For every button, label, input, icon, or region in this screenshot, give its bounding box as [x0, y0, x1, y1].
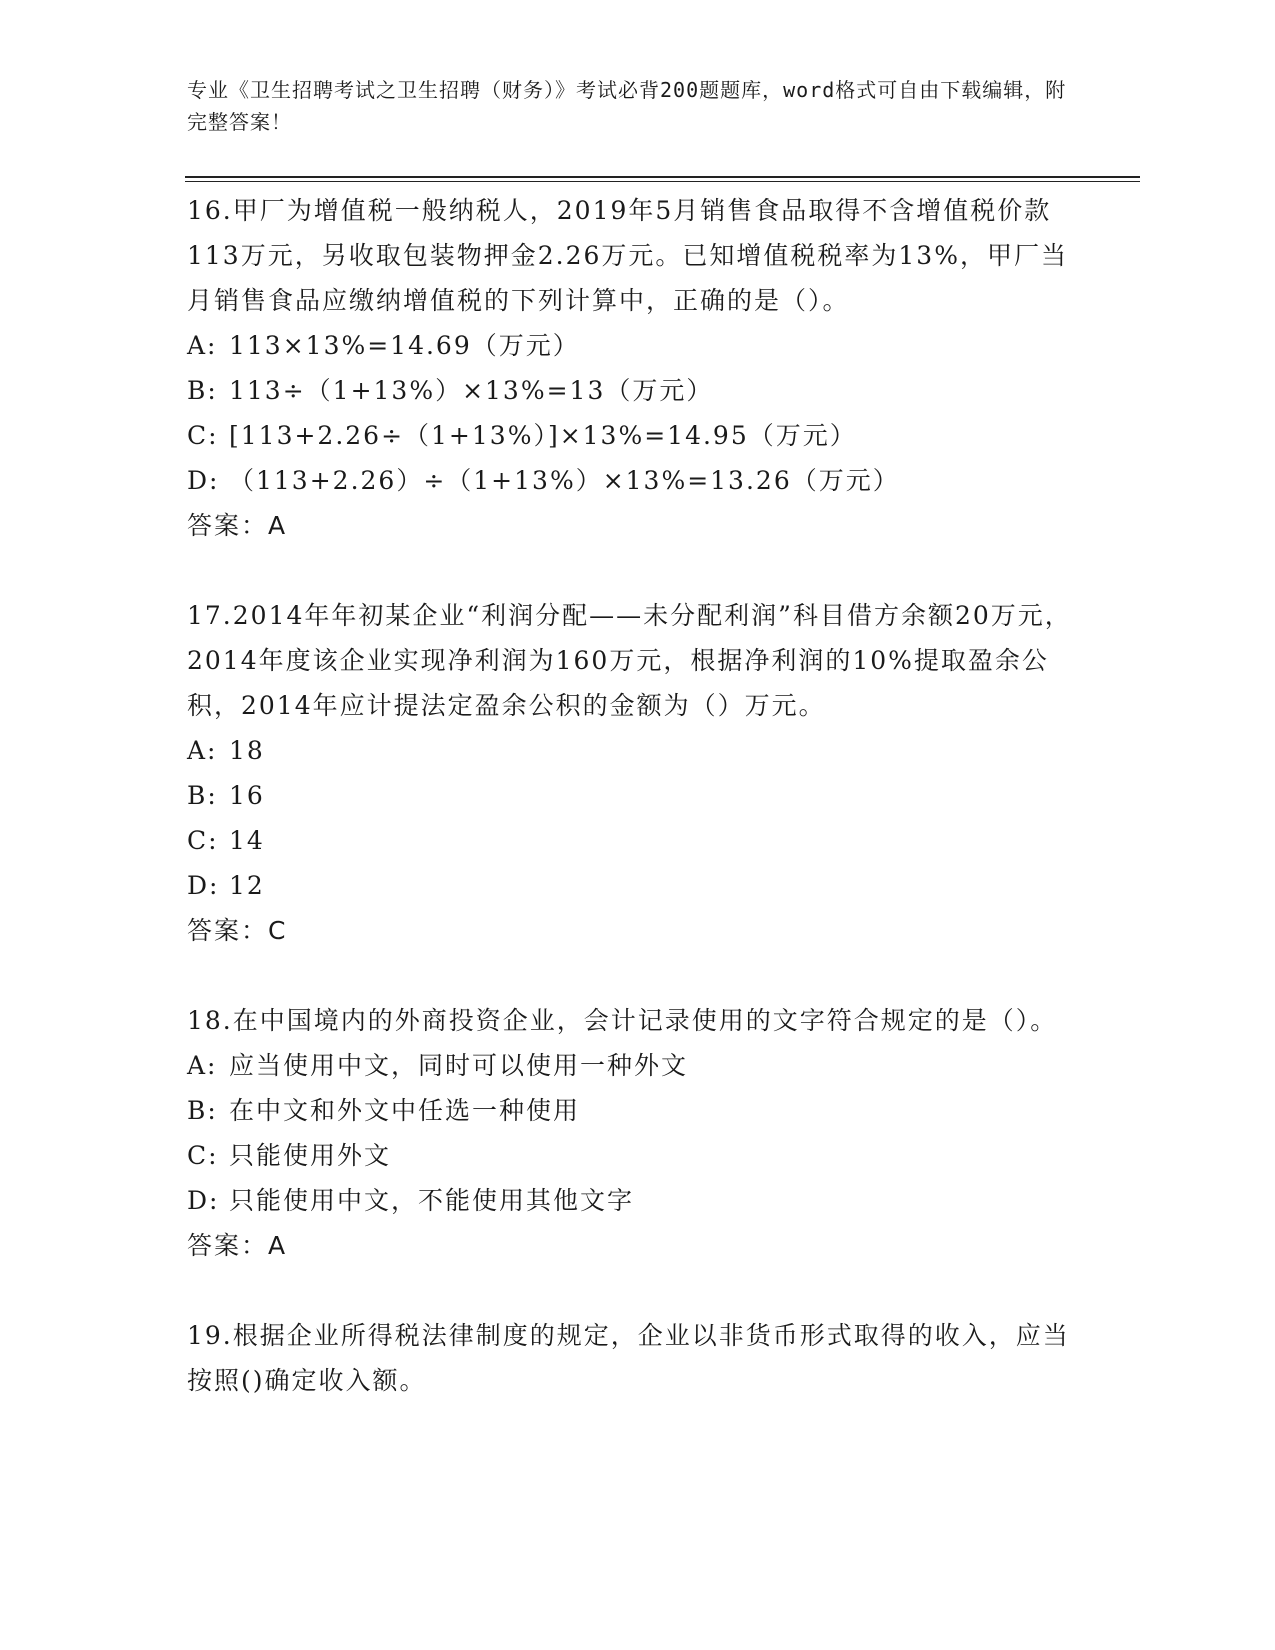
- option-text: 在中文和外文中任选一种使用: [229, 1096, 581, 1125]
- header-divider: [185, 176, 1140, 182]
- header-intro-text: 专业《卫生招聘考试之卫生招聘（财务）》考试必背200题题库，word格式可自由下载编辑，附完整答案！: [187, 78, 1067, 134]
- option-text: 12: [229, 871, 265, 900]
- option-text: [113+2.26÷（1+13%）]×13%=14.95（万元）: [229, 421, 857, 450]
- option-text: （113+2.26）÷（1+13%）×13%=13.26（万元）: [229, 466, 900, 495]
- question-17: [187, 593, 1087, 953]
- option-letter: D:: [187, 871, 220, 900]
- option-letter: A:: [187, 736, 218, 765]
- option-b: [187, 368, 1087, 413]
- question-stem: 18.在中国境内的外商投资企业，会计记录使用的文字符合规定的是（）。: [187, 1006, 1058, 1035]
- option-d: [187, 863, 1087, 908]
- question-stem: 16.甲厂为增值税一般纳税人，2019年5月销售食品取得不含增值税价款113万元，另收取包装物押金2.26万元。已知增值税税率为13%，甲厂当月销售食品应缴纳增值税的下列计算中，正确的是（）。: [187, 196, 1068, 315]
- option-text: 只能使用中文，不能使用其他文字: [229, 1186, 635, 1215]
- option-d: [187, 458, 1087, 503]
- question-18: [187, 998, 1087, 1268]
- option-letter: B:: [187, 376, 218, 405]
- option-a: [187, 323, 1087, 368]
- option-d: [187, 1178, 1087, 1223]
- answer-line: 答案：A: [187, 511, 288, 540]
- option-letter: C:: [187, 1141, 219, 1170]
- option-text: 18: [229, 736, 265, 765]
- option-letter: C:: [187, 421, 219, 450]
- question-19: [187, 1313, 1087, 1403]
- option-letter: A:: [187, 1051, 218, 1080]
- answer-line: 答案：A: [187, 1231, 288, 1260]
- question-stem: 19.根据企业所得税法律制度的规定，企业以非货币形式取得的收入，应当按照()确定收入额。: [187, 1321, 1070, 1395]
- option-text: 113×13%=14.69（万元）: [229, 331, 580, 360]
- option-a: [187, 728, 1087, 773]
- option-text: 应当使用中文，同时可以使用一种外文: [229, 1051, 689, 1080]
- option-text: 14: [229, 826, 265, 855]
- option-letter: A:: [187, 331, 218, 360]
- option-text: 113÷（1+13%）×13%=13（万元）: [229, 376, 714, 405]
- option-c: [187, 818, 1087, 863]
- question-list: [187, 188, 1087, 1448]
- option-c: [187, 413, 1087, 458]
- question-stem: 17.2014年年初某企业“利润分配——未分配利润”科目借方余额20万元，2014年度该企业实现净利润为160万元，根据净利润的10%提取盈余公积，2014年应计提法定盈余公积的金额为（）万元。: [187, 601, 1072, 720]
- question-16: [187, 188, 1087, 548]
- option-letter: D:: [187, 1186, 220, 1215]
- document-header: [187, 74, 1067, 138]
- option-letter: C:: [187, 826, 219, 855]
- option-letter: D:: [187, 466, 220, 495]
- option-b: [187, 773, 1087, 818]
- option-letter: B:: [187, 1096, 218, 1125]
- option-c: [187, 1133, 1087, 1178]
- answer-line: 答案：C: [187, 916, 288, 945]
- option-b: [187, 1088, 1087, 1133]
- option-text: 只能使用外文: [229, 1141, 392, 1170]
- option-text: 16: [229, 781, 265, 810]
- option-a: [187, 1043, 1087, 1088]
- option-letter: B:: [187, 781, 218, 810]
